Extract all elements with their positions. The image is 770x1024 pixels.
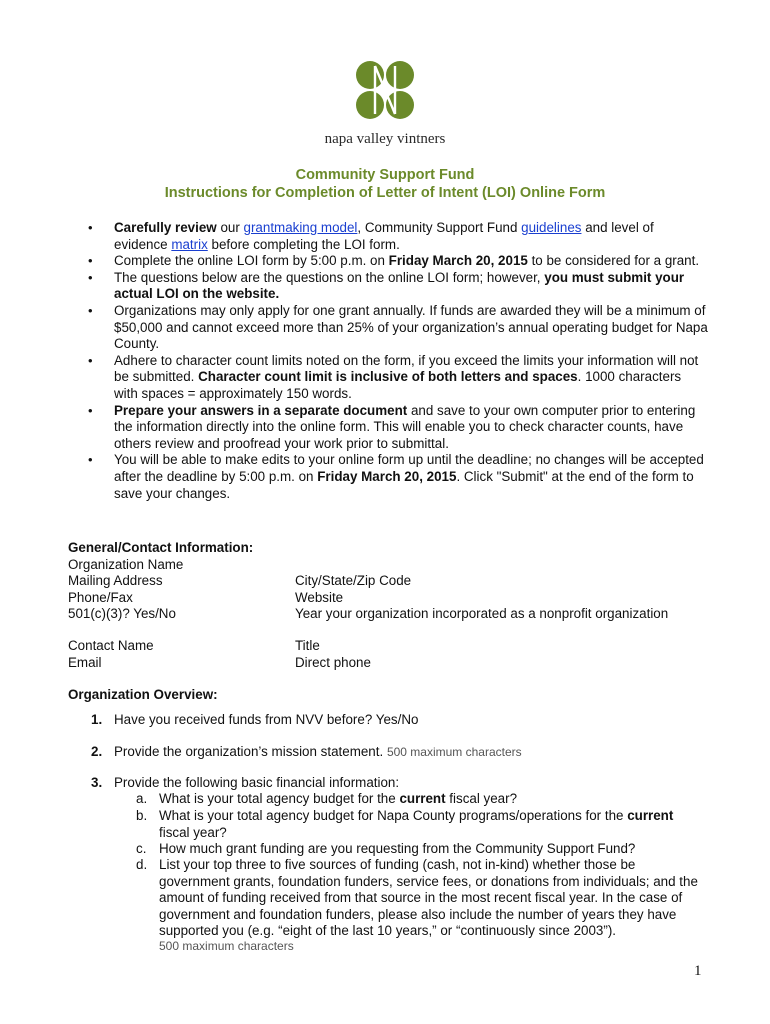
emphasis: Prepare your answers in a separate document <box>114 402 408 418</box>
text: before completing the LOI form. <box>207 236 400 252</box>
email-label: Email <box>68 655 102 670</box>
question-2 <box>114 744 704 761</box>
bullet-icon: • <box>88 253 93 269</box>
emphasis: Character count limit is inclusive of both letters and spaces <box>198 369 578 385</box>
emphasis: Friday March 20, 2015 <box>317 468 457 484</box>
emphasis: Friday March 20, 2015 <box>388 253 528 269</box>
matrix-link[interactable]: matrix <box>171 236 208 252</box>
question-number: 3. <box>91 775 103 790</box>
text: fiscal year? <box>159 824 227 840</box>
text: and level of evidence <box>114 220 654 252</box>
list-item <box>88 253 708 270</box>
contact-name-label: Contact Name <box>68 638 154 653</box>
emphasis: current <box>399 791 446 806</box>
text: our <box>216 220 244 235</box>
mailing-address-label: Mailing Address <box>68 573 163 588</box>
sub-letter: b. <box>136 808 148 823</box>
grantmaking-model-link[interactable]: grantmaking model <box>243 220 358 235</box>
napa-valley-vintners-logo <box>355 60 415 120</box>
instruction-list <box>88 220 708 502</box>
text: You will be able to make edits to your online form up until the deadline; no changes will be accepted after the deadline by 5:00 p.m. on <box>114 452 704 484</box>
bullet-icon: • <box>88 452 93 468</box>
question-3a <box>159 791 704 808</box>
sub-letter: a. <box>136 791 148 806</box>
question-3b <box>159 808 704 841</box>
overview-heading: Organization Overview: <box>68 687 218 702</box>
question-3c: How much grant funding are you requesting from the Community Support Fund? <box>159 841 636 856</box>
text: . Click "Submit" at the end of the form to save your changes. <box>114 468 694 501</box>
city-state-zip-label: City/State/Zip Code <box>295 573 412 588</box>
phone-fax-label: Phone/Fax <box>68 590 133 605</box>
bullet-icon: • <box>88 220 93 235</box>
text: Organizations may only apply for one grant annually. If funds are awarded they will be a minimum of $50,000 and cannot exceed more than 25% of your organization’s annual operating budget for Napa County. <box>114 302 708 352</box>
sub-letter: c. <box>136 841 147 856</box>
org-name-label: Organization Name <box>68 557 184 572</box>
text: Adhere to character count limits noted on the form, if you exceed the limits your information will not be submitted. <box>114 352 699 385</box>
question-1: Have you received funds from NVV before? Yes/No <box>114 712 419 727</box>
text: Complete the online LOI form by 5:00 p.m. on <box>114 253 389 269</box>
text: Provide the organization’s mission statement. <box>114 744 384 759</box>
character-limit: 500 maximum characters <box>386 745 522 759</box>
title-label: Title <box>295 638 320 653</box>
list-item <box>88 403 708 453</box>
text: . 1000 characters with spaces = approximately 150 words. <box>114 369 682 401</box>
bullet-icon: • <box>88 352 93 368</box>
bullet-icon: • <box>88 269 93 285</box>
501c3-label: 501(c)(3)? Yes/No <box>68 606 176 621</box>
contact-heading: General/Contact Information: <box>68 540 254 555</box>
emphasis: you must submit your actual LOI on the website. <box>114 269 685 302</box>
list-item <box>88 303 708 353</box>
character-limit: 500 maximum characters <box>159 939 294 953</box>
emphasis: current <box>627 808 674 823</box>
bullet-icon: • <box>88 402 93 418</box>
sub-letter: d. <box>136 857 148 872</box>
page-subtitle: Instructions for Completion of Letter of Intent (LOI) Online Form <box>164 185 606 201</box>
question-number: 1. <box>91 712 103 727</box>
bullet-icon: • <box>88 302 93 318</box>
question-3d: List your top three to five sources of funding (cash, not in-kind) whether those be government grants, foundation funders, service fees, or donations from individuals; and the amount of funding received from that source in the most recent fiscal year. In the case of government and foundation funders, please also include the number of years they have supported you (e.g. “eight of the last 10 years,” or “continuously since 2003”). <box>159 857 698 939</box>
list-item <box>88 353 708 403</box>
guidelines-link[interactable]: guidelines <box>521 220 582 235</box>
website-label: Website <box>295 590 344 605</box>
direct-phone-label: Direct phone <box>295 655 371 670</box>
emphasis: Carefully review <box>114 220 217 235</box>
text: and save to your own computer prior to entering the information directly into the online form. This will enable you to check character counts, have others review and proofread your work prior to submittal. <box>114 402 696 451</box>
text: , Community Support Fund <box>357 220 522 235</box>
list-item <box>88 270 708 303</box>
text: What is your total agency budget for the <box>159 791 400 806</box>
list-item <box>88 220 708 253</box>
question-number: 2. <box>91 744 103 759</box>
question-3: Provide the following basic financial information: <box>114 775 400 790</box>
text: fiscal year? <box>445 791 518 806</box>
page-title: Community Support Fund <box>295 167 475 183</box>
text: to be considered for a grant. <box>527 253 700 269</box>
page-number: 1 <box>694 963 702 979</box>
year-incorporated-label: Year your organization incorporated as a nonprofit organization <box>295 606 669 621</box>
text: What is your total agency budget for Napa County programs/operations for the <box>159 808 628 823</box>
list-item <box>88 452 708 502</box>
logo-text: napa valley vintners <box>324 131 446 147</box>
text: The questions below are the questions on the online LOI form; however, <box>114 269 545 285</box>
